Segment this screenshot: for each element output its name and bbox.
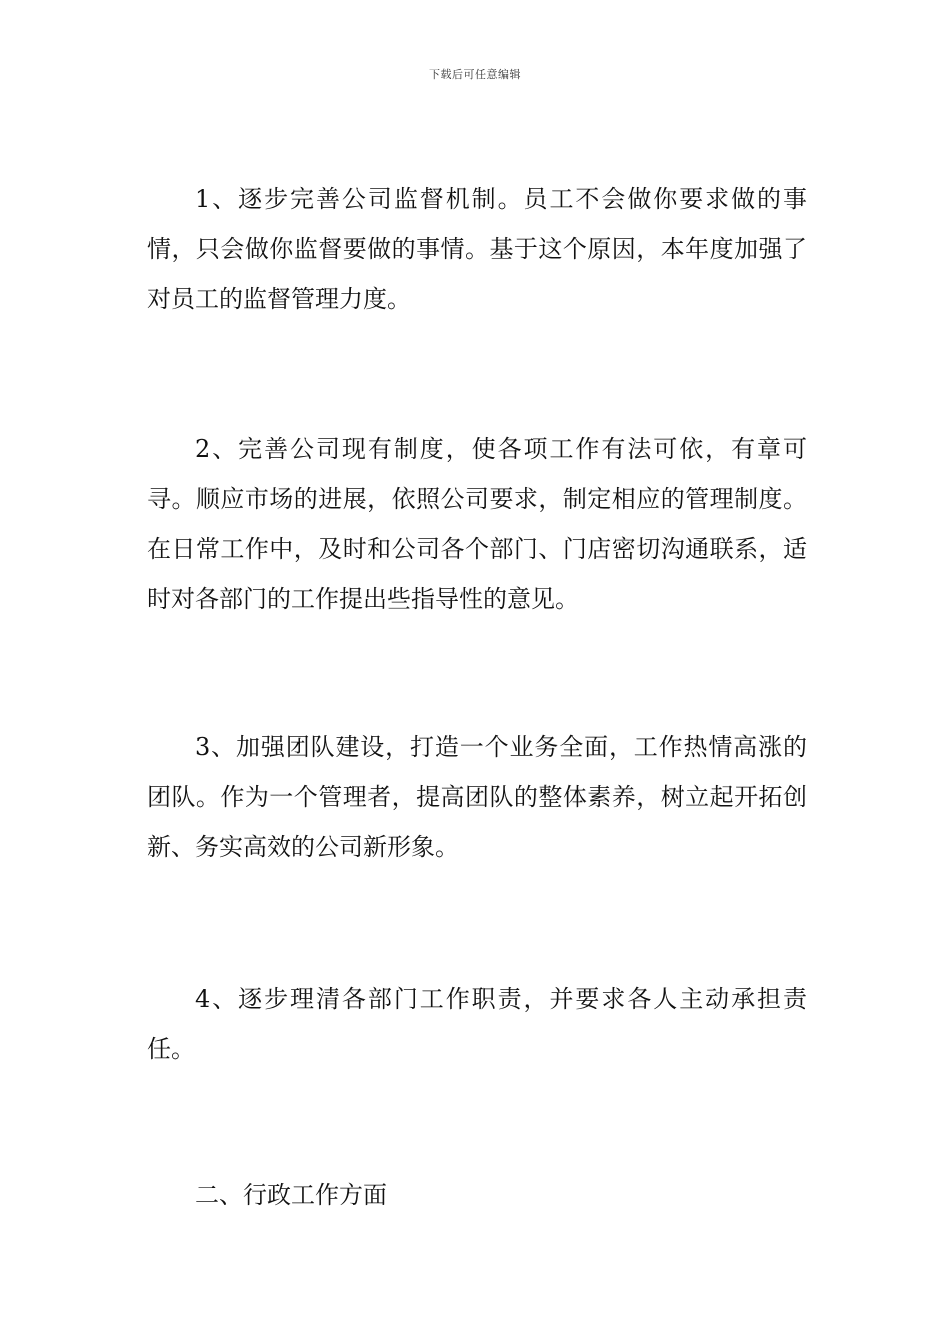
section-heading-admin-work: 二、行政工作方面 <box>195 1181 387 1209</box>
paragraph-3: 3、加强团队建设，打造一个业务全面，工作热情高涨的团队。作为一个管理者，提高团队的整体素养，树立起开拓创新、务实高效的公司新形象。 <box>147 733 807 861</box>
paragraph-1: 1、逐步完善公司监督机制。员工不会做你要求做的事情，只会做你监督要做的事情。基于这个原因，本年度加强了对员工的监督管理力度。 <box>147 185 807 313</box>
paragraph-4: 4、逐步理清各部门工作职责，并要求各人主动承担责任。 <box>147 985 807 1063</box>
header-note: 下载后可任意编辑 <box>429 68 521 81</box>
paragraph-2: 2、完善公司现有制度，使各项工作有法可依，有章可寻。顺应市场的进展，依照公司要求，制定相应的管理制度。在日常工作中，及时和公司各个部门、门店密切沟通联系，适时对各部门的工作提出些指导性的意见。 <box>147 435 807 613</box>
